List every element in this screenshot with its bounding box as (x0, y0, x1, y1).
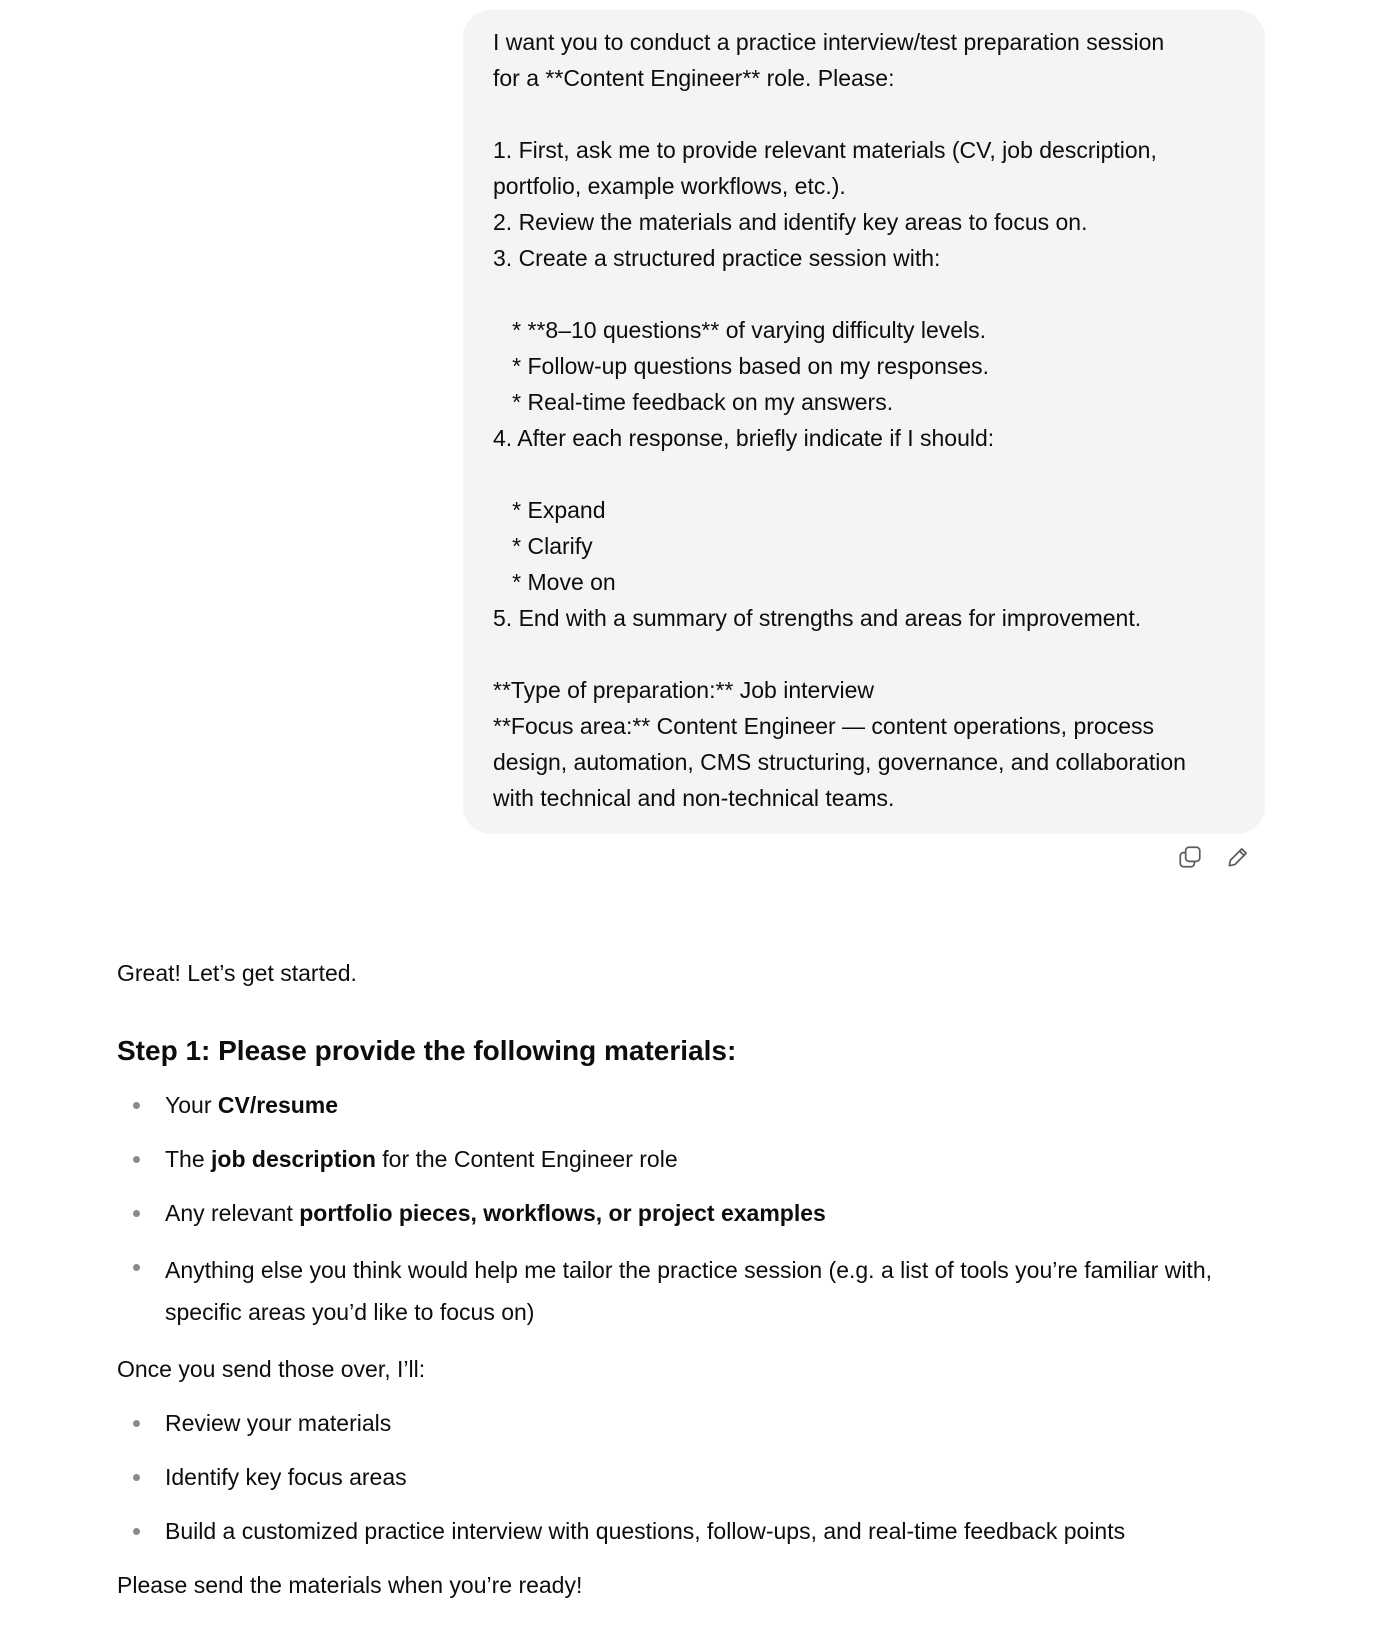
edit-button[interactable] (1224, 843, 1252, 871)
user-message-line: with technical and non-technical teams. (493, 785, 895, 811)
bullet-icon (133, 1528, 140, 1535)
user-message-line (493, 96, 1235, 132)
user-message-line (493, 456, 1235, 492)
list-item: Your CV/resume (117, 1087, 1267, 1123)
list-item: The job description for the Content Engineer role (117, 1141, 1267, 1177)
assistant-greeting: Great! Let’s get started. (117, 960, 357, 986)
user-message-line: 3. Create a structured practice session with: (493, 245, 941, 271)
user-message-line (493, 276, 1235, 312)
user-message-line: design, automation, CMS structuring, governance, and collaboration (493, 749, 1186, 775)
bullet-icon (133, 1420, 140, 1427)
bullet-icon (133, 1474, 140, 1481)
user-message-line: 4. After each response, briefly indicate if I should: (493, 425, 995, 451)
user-message-line: 2. Review the materials and identify key areas to focus on. (493, 209, 1088, 235)
copy-icon (1177, 844, 1203, 870)
list-item: Build a customized practice interview with questions, follow-ups, and real-time feedback points (117, 1513, 1267, 1549)
assistant-closing: Please send the materials when you’re ready! (117, 1572, 583, 1598)
user-message-line (493, 636, 1235, 672)
user-message-bubble (463, 10, 1265, 834)
list-item: Anything else you think would help me tailor the practice session (e.g. a list of tools you’re familiar with, specific areas you’d like to focus on) (117, 1249, 1267, 1333)
next-steps-list (117, 1405, 1267, 1549)
user-message-line: **Type of preparation:** Job interview (493, 677, 874, 703)
user-message-actions (1176, 843, 1252, 871)
user-message-line: * Move on (493, 569, 616, 595)
bullet-icon (133, 1102, 140, 1109)
edit-pencil-icon (1225, 844, 1251, 870)
step-heading: Step 1: Please provide the following materials: (117, 1035, 737, 1066)
user-message-line: * Follow-up questions based on my responses. (493, 353, 990, 379)
materials-list (117, 1087, 1267, 1333)
user-message-line: * Real-time feedback on my answers. (493, 389, 894, 415)
list-item: Any relevant portfolio pieces, workflows, or project examples (117, 1195, 1267, 1231)
user-message-line: for a **Content Engineer** role. Please: (493, 65, 895, 91)
bullet-icon (133, 1156, 140, 1163)
user-message-line: 5. End with a summary of strengths and areas for improvement. (493, 605, 1142, 631)
bullet-icon (133, 1210, 140, 1217)
user-message-line: 1. First, ask me to provide relevant materials (CV, job description, (493, 137, 1157, 163)
assistant-message (117, 955, 1267, 1603)
copy-button[interactable] (1176, 843, 1204, 871)
user-message-line: * Expand (493, 497, 606, 523)
user-message-line: I want you to conduct a practice interview/test preparation session (493, 29, 1165, 55)
user-message-line: * Clarify (493, 533, 593, 559)
user-message-line: **Focus area:** Content Engineer — content operations, process (493, 713, 1154, 739)
list-item: Identify key focus areas (117, 1459, 1267, 1495)
user-message-line: portfolio, example workflows, etc.). (493, 173, 846, 199)
next-steps-intro: Once you send those over, I’ll: (117, 1356, 426, 1382)
bullet-icon (133, 1264, 140, 1271)
list-item: Review your materials (117, 1405, 1267, 1441)
user-message-line: * **8–10 questions** of varying difficulty levels. (493, 317, 987, 343)
